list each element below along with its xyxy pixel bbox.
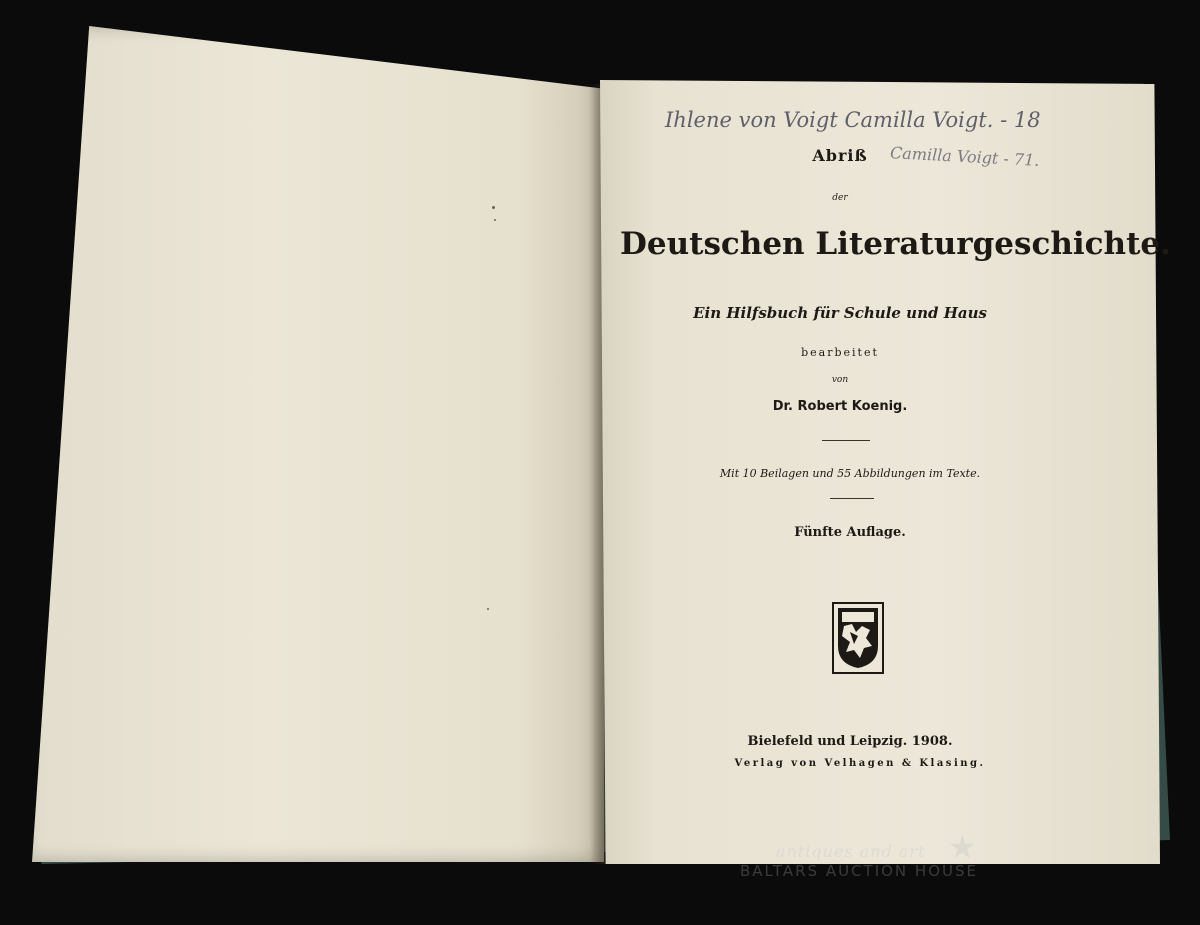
title-line-1: Abriß bbox=[812, 146, 868, 165]
blank-left-page bbox=[32, 26, 604, 862]
divider-rule bbox=[822, 440, 870, 441]
divider-rule bbox=[830, 498, 874, 499]
by-label: von bbox=[831, 375, 849, 385]
watermark-text: antiques and art bbox=[776, 842, 926, 861]
heraldic-shield-icon bbox=[832, 602, 884, 674]
title-line-2: der bbox=[832, 193, 848, 203]
paper-speck bbox=[494, 219, 496, 221]
subtitle: Ein Hilfsbuch für Schule und Haus bbox=[693, 304, 987, 322]
main-title: Deutschen Literaturgeschichte. bbox=[620, 226, 1171, 262]
inscription-line-2: Camilla Voigt - 71. bbox=[889, 143, 1040, 170]
prepared-label: bearbeitet bbox=[801, 346, 879, 359]
star-icon: ★ bbox=[948, 828, 977, 866]
publisher-line: Verlag von Velhagen & Klasing. bbox=[734, 758, 986, 769]
author-name: Dr. Robert Koenig. bbox=[772, 399, 908, 414]
paper-speck bbox=[492, 206, 495, 209]
place-and-year: Bielefeld und Leipzig. 1908. bbox=[747, 734, 953, 749]
supplements-note: Mit 10 Beilagen und 55 Abbildungen im Texte. bbox=[719, 467, 981, 480]
paper-speck bbox=[487, 608, 489, 610]
inscription-line-1: Ihlene von Voigt Camilla Voigt. - 18 bbox=[665, 108, 1041, 132]
watermark-house-name: BALTARS AUCTION HOUSE bbox=[740, 862, 978, 880]
edition-label: Fünfte Auflage. bbox=[794, 525, 906, 540]
